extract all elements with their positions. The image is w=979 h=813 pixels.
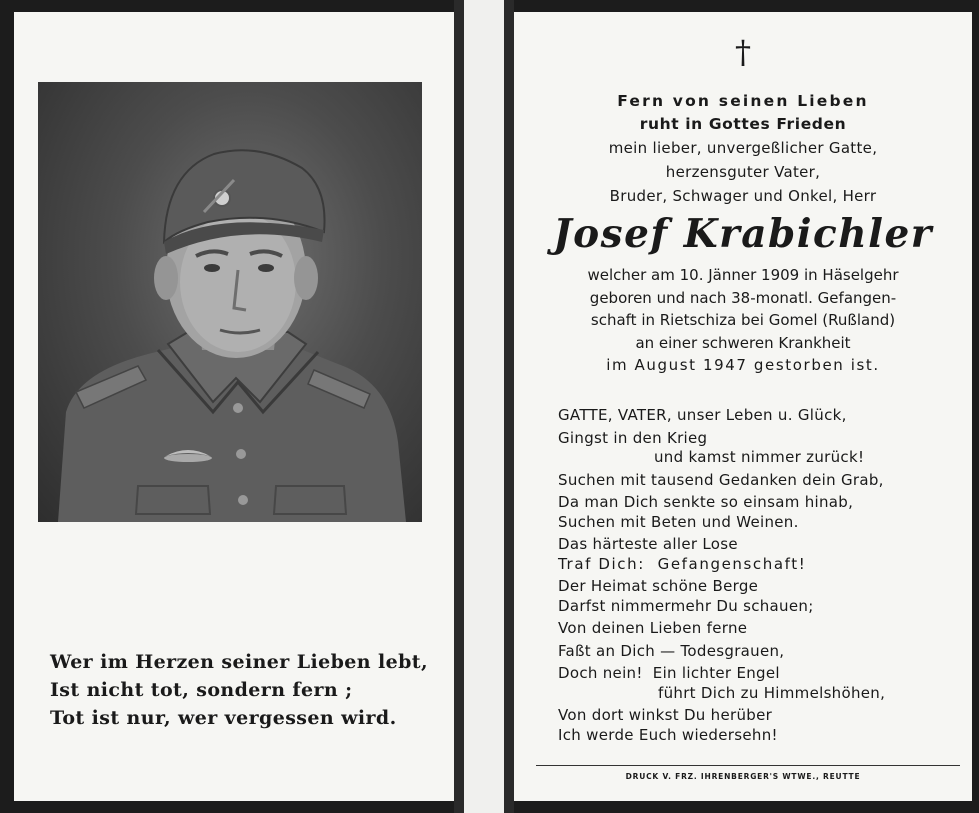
bio-line: geboren und nach 38-monatl. Gefangen-	[589, 288, 897, 307]
portrait-illustration	[38, 82, 422, 522]
poem-line: Da man Dich senkte so einsam hinab,	[558, 493, 854, 511]
poem-line: Traf Dich: Gefangenschaft!	[558, 554, 807, 573]
poem-line: GATTE, VATER, unser Leben u. Glück,	[558, 406, 847, 424]
heading-line: ruht in Gottes Frieden	[639, 115, 847, 133]
poem-line: Ich werde Euch wiedersehn!	[558, 725, 778, 744]
poem-line: Darfst nimmermehr Du schauen;	[558, 596, 814, 615]
poem-line: führt Dich zu Himmelshöhen,	[658, 683, 886, 702]
printer-imprint: DRUCK V. FRZ. IHRENBERGER'S WTWE., REUTTE	[625, 772, 861, 781]
right-card-panel	[514, 12, 972, 801]
bio-line: im August 1947 gestorben ist.	[606, 356, 880, 374]
poem-line: Suchen mit tausend Gedanken dein Grab,	[558, 470, 884, 489]
intro-line: herzensguter Vater,	[665, 163, 821, 181]
poem-line: und kamst nimmer zurück!	[654, 448, 865, 466]
intro-line: mein lieber, unvergeßlicher Gatte,	[608, 139, 878, 157]
left-card-panel	[14, 12, 454, 801]
memorial-poem	[558, 406, 958, 745]
card-fold-strip	[454, 0, 514, 813]
biography-text	[514, 264, 972, 377]
poem-line: Der Heimat schöne Berge	[558, 577, 759, 595]
bio-line: an einer schweren Krankheit	[635, 333, 851, 352]
poem-line: Gingst in den Krieg	[558, 428, 708, 447]
bio-line: welcher am 10. Jänner 1909 in Häselgehr	[587, 266, 899, 284]
poem-line: Doch nein! Ein lichter Engel	[558, 664, 780, 682]
soldier-portrait-photo	[38, 82, 422, 522]
poem-line: Von dort winkst Du herüber	[558, 706, 773, 724]
footer-divider	[536, 765, 960, 766]
poem-line: Von deinen Lieben ferne	[558, 619, 748, 637]
announcement-heading	[514, 90, 972, 208]
intro-line: Bruder, Schwager und Onkel, Herr	[609, 187, 877, 205]
bio-line: schaft in Rietschiza bei Gomel (Rußland)	[590, 311, 896, 329]
memorial-motto	[50, 648, 440, 732]
poem-line: Das härteste aller Lose	[558, 535, 738, 553]
poem-line: Suchen mit Beten und Weinen.	[558, 512, 799, 531]
motto-line: Ist nicht tot, sondern fern ;	[50, 679, 353, 701]
poem-line: Faßt an Dich — Todesgrauen,	[558, 641, 785, 660]
motto-line: Wer im Herzen seiner Lieben lebt,	[50, 651, 428, 673]
heading-line: Fern von seinen Lieben	[617, 92, 869, 110]
motto-line: Tot ist nur, wer vergessen wird.	[50, 707, 397, 729]
deceased-name: Josef Krabichler	[553, 211, 933, 257]
cross-icon: †	[735, 33, 751, 71]
